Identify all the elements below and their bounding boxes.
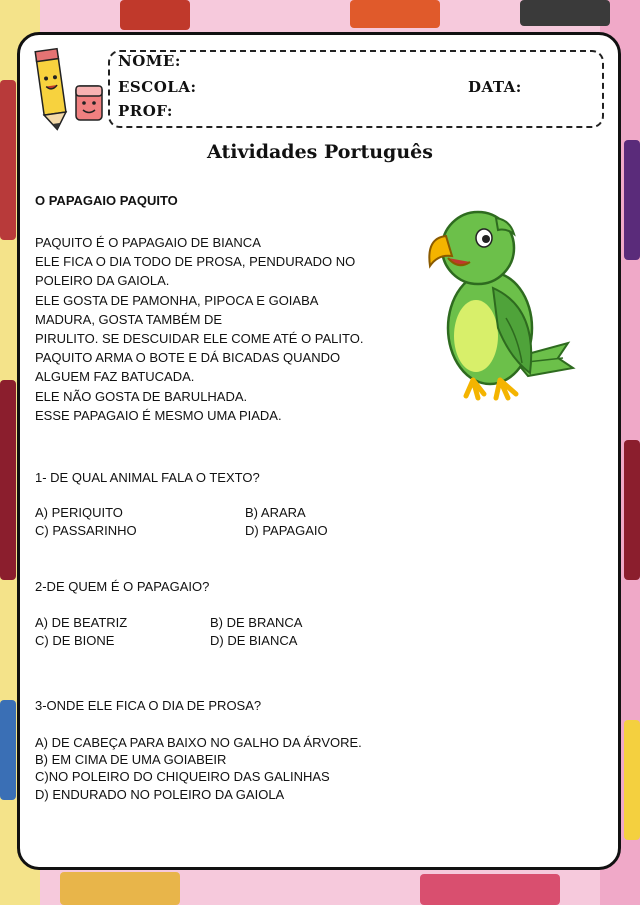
decor-book: [120, 0, 190, 30]
story-line: PAQUITO É O PAPAGAIO DE BIANCA: [35, 235, 261, 250]
story-line: ELE FICA O DIA TODO DE PROSA, PENDURADO NO: [35, 254, 356, 270]
page-title: Atividades Português: [207, 141, 433, 163]
decor-book: [350, 0, 440, 28]
question-1: 1- DE QUAL ANIMAL FALA O TEXTO?: [35, 470, 260, 485]
date-label: DATA:: [468, 78, 522, 96]
story-title: O PAPAGAIO PAQUITO: [35, 193, 178, 208]
q3-option-c[interactable]: C)NO POLEIRO DO CHIQUEIRO DAS GALINHAS: [35, 769, 330, 784]
q3-option-b[interactable]: B) EM CIMA DE UMA GOIABEIR: [35, 752, 227, 767]
q2-option-c[interactable]: C) DE BIONE: [35, 633, 115, 648]
decor-book: [624, 440, 640, 580]
decor-book: [0, 380, 16, 580]
q1-option-a[interactable]: A) PERIQUITO: [35, 505, 123, 520]
decor-box: [420, 874, 560, 905]
parrot-icon: [418, 208, 578, 413]
story-line: PAQUITO ARMA O BOTE E DÁ BICADAS QUANDO: [35, 350, 341, 366]
q2-option-a[interactable]: A) DE BEATRIZ: [35, 615, 128, 630]
question-2: 2-DE QUEM É O PAPAGAIO?: [35, 579, 210, 594]
question-3: 3-ONDE ELE FICA O DIA DE PROSA?: [35, 698, 262, 713]
q2-option-d[interactable]: D) DE BIANCA: [210, 633, 298, 648]
decor-ruler: [520, 0, 610, 26]
story-line: ELE NÃO GOSTA DE BARULHADA.: [35, 388, 248, 404]
story-line: ESSE PAPAGAIO É MESMO UMA PIADA.: [35, 407, 282, 423]
q1-option-d[interactable]: D) PAPAGAIO: [245, 523, 328, 538]
q1-option-b[interactable]: B) ARARA: [245, 505, 306, 520]
school-label: ESCOLA:: [118, 78, 197, 96]
name-label: NOME:: [118, 52, 181, 70]
story-line: ALGUEM FAZ BATUCADA.: [35, 369, 195, 385]
q1-option-c[interactable]: C) PASSARINHO: [35, 523, 137, 538]
decor-box: [60, 872, 180, 905]
q3-option-a[interactable]: A) DE CABEÇA PARA BAIXO NO GALHO DA ÁRVORE.: [35, 735, 362, 750]
teacher-label: PROF:: [118, 102, 173, 120]
decor-book: [0, 700, 16, 800]
q3-option-d[interactable]: D) ENDURADO NO POLEIRO DA GAIOLA: [35, 787, 285, 802]
pencil-eraser-mascot-icon: [28, 40, 110, 132]
story-text: [35, 233, 363, 425]
story-line: MADURA, GOSTA TAMBÉM DE: [35, 311, 223, 327]
story-line: PIRULITO. SE DESCUIDAR ELE COME ATÉ O PALITO.: [35, 331, 364, 347]
story-line: ELE GOSTA DE PAMONHA, PIPOCA E GOIABA: [35, 292, 319, 308]
story-line: POLEIRO DA GAIOLA.: [35, 273, 170, 289]
q2-option-b[interactable]: B) DE BRANCA: [210, 615, 303, 630]
decor-ruler: [624, 720, 640, 840]
